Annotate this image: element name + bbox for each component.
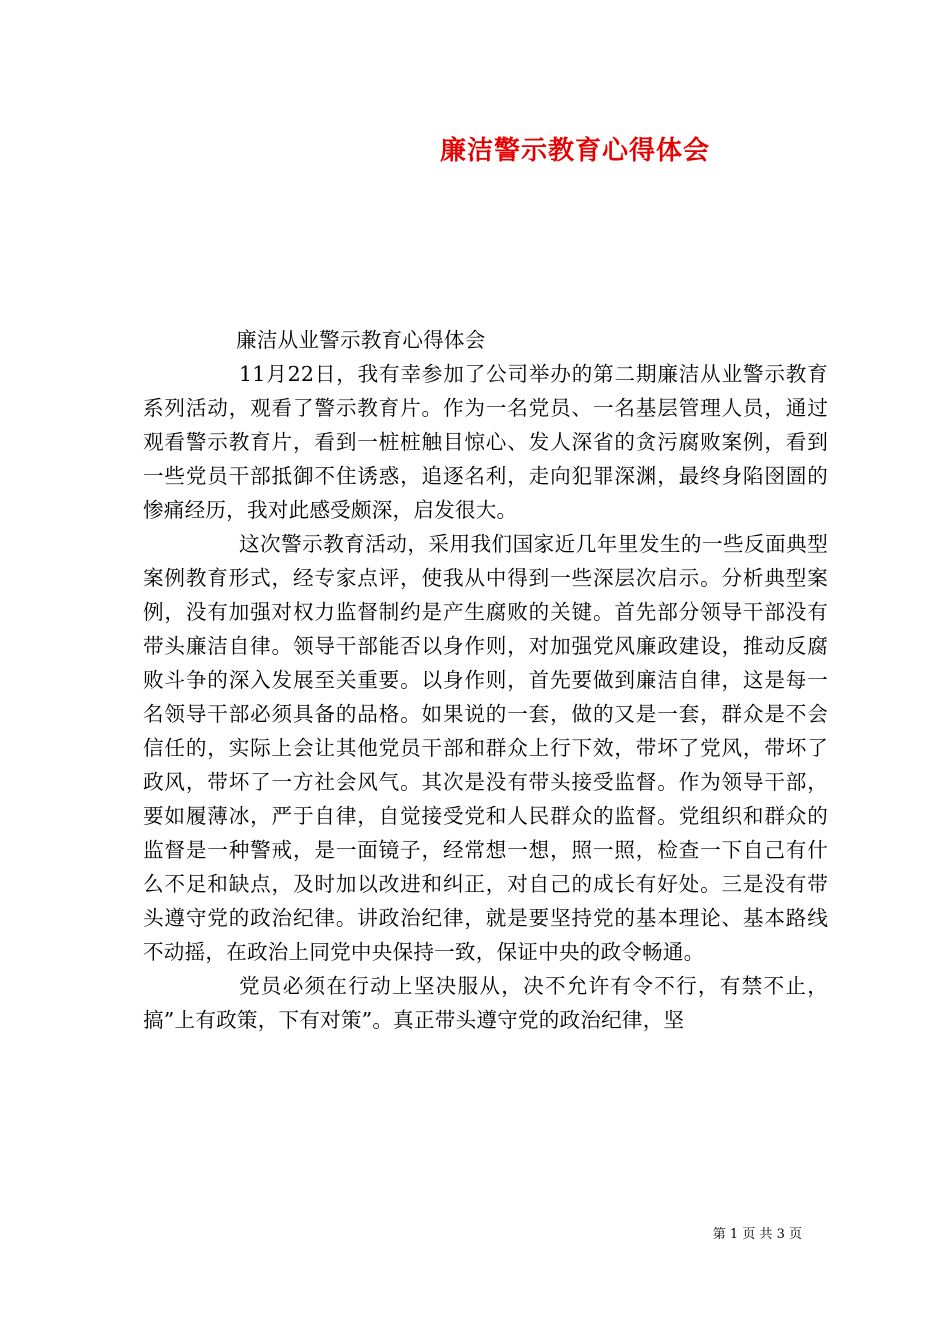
document-title: 廉洁警示教育心得体会 (439, 136, 710, 166)
document-subtitle: 廉洁从业警示教育心得体会 (236, 328, 486, 352)
body-paragraph: 11月22日，我有幸参加了公司举办的第二期廉洁从业警示教育系列活动，观看了警示教育片。作为一名党员、一名基层管理人员，通过观看警示教育片，看到一桩桩触目惊心、发人深省的贪污腐败案例，看到一些党员干部抵御不住诱惑，追逐名利，走向犯罪深渊，最终身陷囹圄的惨痛经历，我对此感受颇深，启发很大。 (143, 362, 828, 522)
body-paragraph: 党员必须在行动上坚决服从，决不允许有令不行，有禁不止，搞”上有政策，下有对策”。真正带头遵守党的政治纪律，坚 (143, 974, 828, 1032)
body-paragraph: 这次警示教育活动，采用我们国家近几年里发生的一些反面典型案例教育形式，经专家点评，使我从中得到一些深层次启示。分析典型案例，没有加强对权力监督制约是产生腐败的关键。首先部分领导干部没有带头廉洁自律。领导干部能否以身作则，对加强党风廉政建设，推动反腐败斗争的深入发展至关重要。以身作则，首先要做到廉洁自律，这是每一名领导干部必须具备的品格。如果说的一套，做的又是一套，群众是不会信任的，实际上会让其他党员干部和群众上行下效，带坏了党风，带坏了政风，带坏了一方社会风气。其次是没有带头接受监督。作为领导干部，要如履薄冰，严于自律，自觉接受党和人民群众的监督。党组织和群众的监督是一种警戒，是一面镜子，经常想一想，照一照，检查一下自己有什么不足和缺点，及时加以改进和纠正，对自己的成长有好处。三是没有带头遵守党的政治纪律。讲政治纪律，就是要坚持党的基本理论、基本路线不动摇，在政治上同党中央保持一致，保证中央的政令畅通。 (143, 532, 828, 964)
document-body (143, 323, 828, 1037)
page-number-footer: 第 1 页 共 3 页 (712, 1227, 802, 1242)
